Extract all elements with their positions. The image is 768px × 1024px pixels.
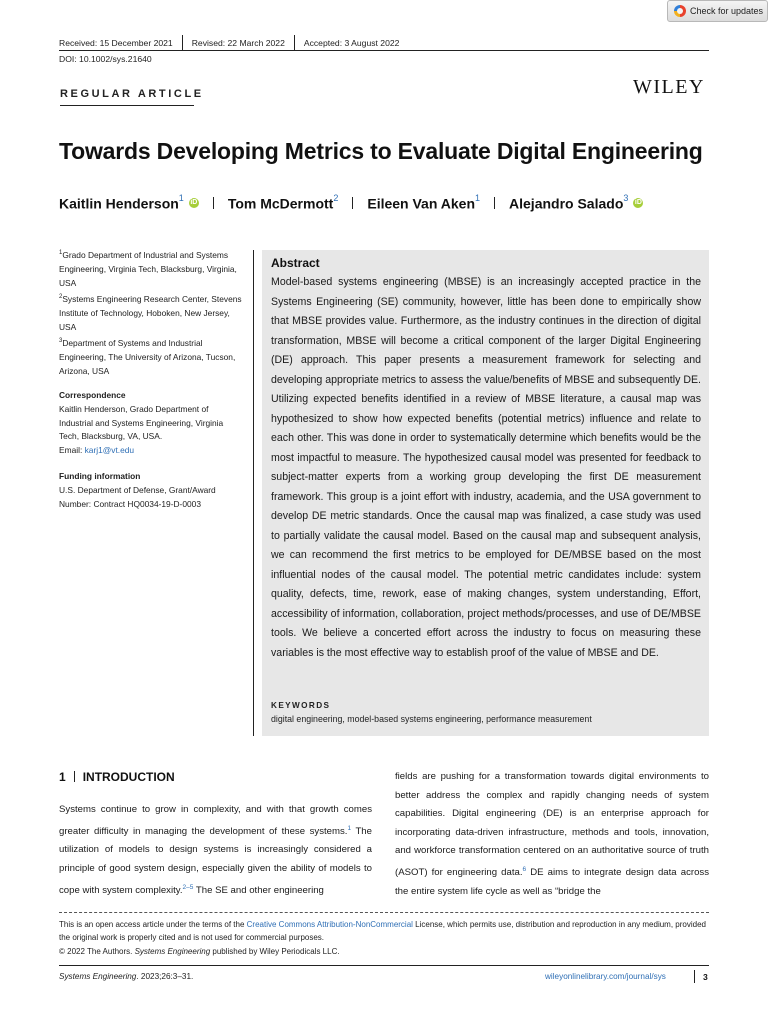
affiliation: $^2$Systems Engineering Research Center, Stevens Institute of Technology, Hoboken, New Jersey, USA	[59, 293, 242, 332]
correspondence-heading: Correspondence	[59, 390, 126, 400]
author-list	[59, 195, 643, 212]
crossmark-icon	[674, 5, 686, 17]
author[interactable]: Tom McDermott$^2$	[227, 193, 339, 212]
date-divider	[294, 35, 295, 51]
column-divider	[253, 250, 254, 736]
footnote-separator	[59, 912, 709, 913]
affiliation: $^1$Grado Department of Industrial and Systems Engineering, Virginia Tech, Blacksburg, Virginia, USA	[59, 249, 237, 288]
received-date: Received: 15 December 2021	[59, 38, 173, 48]
citation-link[interactable]: 1	[347, 824, 352, 832]
abstract-heading: Abstract	[271, 256, 320, 270]
article-type-underline	[60, 105, 194, 106]
footer-rule	[59, 965, 709, 966]
section-heading: 1 INTRODUCTION	[59, 770, 175, 784]
body-column-left: Systems continue to grow in complexity, and with that growth comes greater difficulty in managing the development of these systems.$^1$ The utilization of models to design systems is increasingly considered a principle of good system design, especially given the ability of models to cope with system complexity.$^{2-5}$ The SE and other engineering	[59, 804, 372, 896]
citation-link[interactable]: 6	[522, 865, 527, 873]
page-divider	[694, 970, 695, 983]
keywords-heading: KEYWORDS	[271, 701, 331, 710]
article-dates	[59, 35, 399, 51]
check-for-updates-button[interactable]	[667, 0, 768, 22]
header-rule	[59, 50, 709, 51]
affiliation: $^3$Department of Systems and Industrial Engineering, The University of Arizona, Tucson, Arizona, USA	[59, 337, 236, 376]
publisher-logo: WILEY	[633, 76, 705, 98]
orcid-icon[interactable]: iD	[634, 199, 642, 207]
doi: DOI: 10.1002/sys.21640	[59, 54, 152, 64]
correspondence-text: Kaitlin Henderson, Grado Department of Industrial and Systems Engineering, Virginia Tech, Blacksburg, VA, USA. Email: karj1@vt.edu	[59, 404, 224, 455]
author-divider	[494, 197, 495, 209]
citation-link[interactable]: 2–5	[182, 883, 194, 891]
orcid-icon[interactable]: iD	[190, 199, 198, 207]
abstract-text: Model-based systems engineering (MBSE) is an increasingly accepted practice in the Systems Engineering (SE) community, however, little has been done to empirically show that MBSE provides value. Furthermore, as the industry continues in the direction of digital transformation, MBSE will become a critical component of the larger Digital Engineering (DE) approach. This paper presents a measurement framework for selecting and developing appropriate metrics to assess the value/benefits of MBSE and subsequently DE. Utilizing expected benefits identified in a review of MBSE literature, a causal map was hypothesized to show how expected benefits (potential metrics) influence and relate to each other. This was done in order to systematically determine which benefits would be the most impactful to measure. The hypothesized causal model was presented for feedback to subject-matter experts from a working group developing the first DE measurement framework. This group is a joint effort with industry, academia, and the USA government to develop DE metric standards. Once the causal map was finalized, a case study was used to partially validate the causal model. Based on the causal map and subsequent analysis, we can recommend the first metrics to be employed for DE/MBSE based on the most influential nodes of the causal model. The potential metric candidates include: system quality, defects, time, rework, ease of making changes, system understanding, Effort, accessibility of information, collaboration, project methods/processes, and use of DE/MBSE tools. We believe a concerted effort across the industry to focus on measuring these variables is the most effective way to establish proof of the value of MBSE and DE.	[271, 276, 701, 659]
funding-text: U.S. Department of Defense, Grant/Award Number: Contract HQ0034-19-D-0003	[59, 485, 216, 509]
license-link[interactable]: Creative Commons Attribution-NonCommercial	[246, 920, 413, 929]
paper-title: Towards Developing Metrics to Evaluate Digital Engineering	[59, 138, 703, 164]
journal-citation: Systems Engineering. 2023;26:3–31.	[59, 972, 194, 981]
author[interactable]: Alejandro Salado$^3$	[509, 193, 629, 212]
keywords-text: digital engineering, model-based systems engineering, performance measurement	[271, 714, 592, 724]
date-divider	[182, 35, 183, 51]
email-link[interactable]: karj1@vt.edu	[84, 444, 135, 455]
funding-heading: Funding information	[59, 471, 141, 481]
accepted-date: Accepted: 3 August 2022	[303, 38, 400, 48]
author-divider	[352, 197, 353, 209]
journal-site-link[interactable]: wileyonlinelibrary.com/journal/sys	[545, 972, 666, 981]
author-divider	[213, 197, 214, 209]
license-footnote: This is an open access article under the terms of the Creative Commons Attribution-NonCommercial License, which permits use, distribution and reproduction in any medium, provided the original work is properly cited and is not used for commercial purposes. © 2022 The Authors. Systems Engineering published by Wiley Periodicals LLC.	[59, 920, 706, 956]
article-type: REGULAR ARTICLE	[60, 88, 204, 100]
author[interactable]: Kaitlin Henderson$^1$	[59, 193, 184, 212]
body-column-right: fields are pushing for a transformation towards digital environments to better address the complex and rapidly changing needs of system capabilities. Digital engineering (DE) is an enterprise approach for incorporating data-driven infrastructure, methods and tools, innovation, and workforce transformation centered on an authoritative source of truth (ASOT) for engineering data.$^6$ DE aims to integrate design data across the entire system life cycle as well as “bridge the	[395, 771, 710, 897]
check-for-updates-label: Check for updates	[690, 6, 764, 16]
author[interactable]: Eileen Van Aken$^1$	[367, 193, 481, 212]
page-number: 3	[703, 972, 708, 982]
revised-date: Revised: 22 March 2022	[191, 38, 285, 48]
